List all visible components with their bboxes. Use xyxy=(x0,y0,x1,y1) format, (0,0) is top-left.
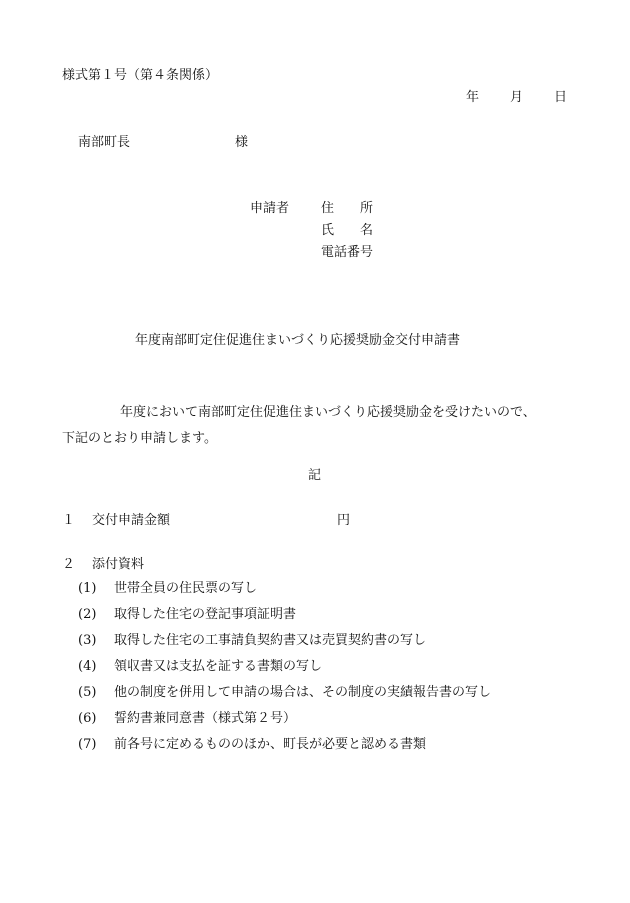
body-line-2: 下記のとおり申請します。 xyxy=(62,431,217,446)
list-item xyxy=(78,684,491,710)
section2-number: ２ xyxy=(62,557,76,572)
applicant-name-label: 氏 名 xyxy=(321,223,374,238)
body-paragraph xyxy=(62,400,582,452)
list-item-text: 取得した住宅の登記事項証明書 xyxy=(114,607,297,622)
list-item-number: (1) xyxy=(78,581,97,596)
form-number-label: 様式第１号（第４条関係） xyxy=(62,68,219,83)
list-item-text: 取得した住宅の工事請負契約書又は売買契約書の写し xyxy=(114,633,427,648)
applicant-phone-label: 電話番号 xyxy=(321,245,374,260)
list-item-text: 他の制度を併用して申請の場合は、その制度の実績報告書の写し xyxy=(114,685,492,700)
list-item-number: (7) xyxy=(78,737,97,752)
addressee-name: 南部町長 xyxy=(78,135,131,150)
list-item-number: (2) xyxy=(78,607,97,622)
list-item-number: (4) xyxy=(78,659,97,674)
section1-unit: 円 xyxy=(337,513,351,528)
addressee-honorific: 様 xyxy=(235,135,249,150)
list-item xyxy=(78,658,491,684)
ki-heading: 記 xyxy=(308,468,322,483)
document-title: 年度南部町定住促進住まいづくり応援奨励金交付申請書 xyxy=(135,333,461,348)
list-item-text: 世帯全員の住民票の写し xyxy=(114,581,258,596)
list-item-text: 領収書又は支払を証する書類の写し xyxy=(114,659,323,674)
attachment-list xyxy=(78,580,491,762)
section1-label: 交付申請金額 xyxy=(92,513,171,528)
list-item xyxy=(78,710,491,736)
date-year: 年 xyxy=(466,90,480,105)
list-item xyxy=(78,736,491,762)
list-item-text: 誓約書兼同意書（様式第２号） xyxy=(114,711,297,726)
list-item xyxy=(78,580,491,606)
list-item xyxy=(78,632,491,658)
applicant-address-label: 住 所 xyxy=(321,201,374,216)
section1-number: １ xyxy=(62,513,76,528)
list-item-number: (6) xyxy=(78,711,97,726)
body-line-1: 年度において南部町定住促進住まいづくり応援奨励金を受けたいので、 xyxy=(120,405,536,420)
list-item-text: 前各号に定めるもののほか、町長が必要と認める書類 xyxy=(114,737,427,752)
date-month: 月 xyxy=(510,90,524,105)
applicant-label: 申請者 xyxy=(250,201,290,216)
section2-label: 添付資料 xyxy=(92,557,145,572)
list-item xyxy=(78,606,491,632)
date-day: 日 xyxy=(554,90,568,105)
list-item-number: (3) xyxy=(78,633,97,648)
list-item-number: (5) xyxy=(78,685,97,700)
